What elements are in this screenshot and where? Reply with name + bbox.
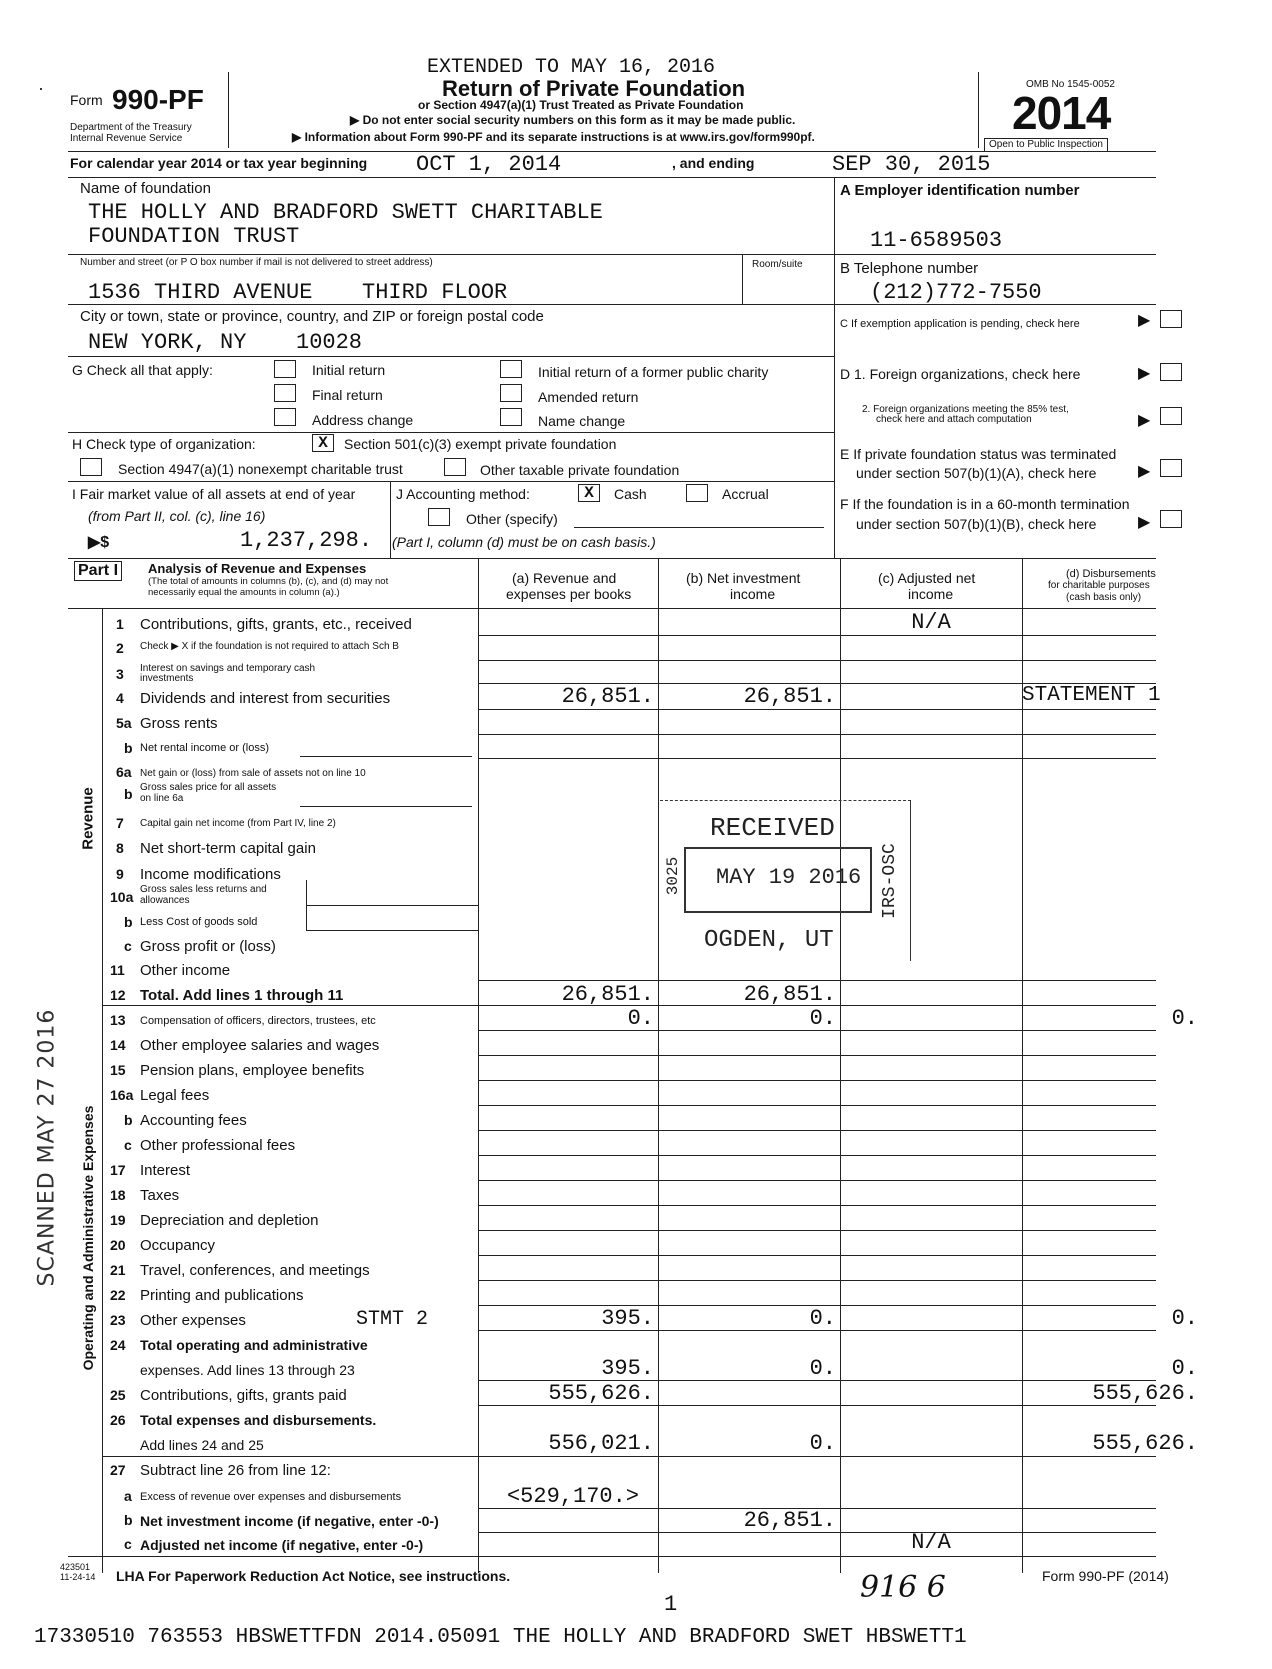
line-16c-no: c [124, 1137, 132, 1153]
line-9-label: Income modifications [140, 866, 281, 883]
form-title: Return of Private Foundation [442, 76, 746, 101]
other-taxable-label: Other taxable private foundation [480, 462, 680, 478]
line-19-no: 19 [110, 1212, 126, 1228]
line-27c-label: Adjusted net income (if negative, enter -0-) [140, 1537, 424, 1553]
line-16b-no: b [124, 1112, 133, 1128]
line-16a-label: Legal fees [140, 1087, 210, 1104]
city-label: City or town, state or province, country, and ZIP or foreign postal code [80, 308, 544, 325]
line-24-col-d: 0. [1171, 1356, 1198, 1381]
street-address: 1536 THIRD AVENUE [88, 280, 313, 305]
col-c-header-2: income [908, 586, 954, 602]
terminated-a-label-2: under section 507(b)(1)(A), check here [856, 465, 1097, 481]
form-footer: Form 990-PF (2014) [1042, 1568, 1169, 1584]
line-21-no: 21 [110, 1262, 126, 1278]
open-to-public: Open to Public Inspection [984, 138, 1108, 152]
line-27a-col-a: <529,170.> [506, 1484, 640, 1509]
line-25-no: 25 [110, 1387, 126, 1403]
checkbox-e[interactable] [1160, 459, 1182, 477]
line-15-label: Pension plans, employee benefits [140, 1062, 365, 1079]
checkbox-cash[interactable]: X [578, 484, 600, 502]
accrual-label: Accrual [722, 486, 769, 502]
line-5a-no: 5a [116, 715, 132, 731]
paperwork-notice: LHA For Paperwork Reduction Act Notice, see instructions. [116, 1568, 511, 1584]
line-21-label: Travel, conferences, and meetings [140, 1262, 370, 1279]
checkbox-amended-return[interactable] [500, 384, 522, 402]
received-text: RECEIVED [710, 813, 835, 843]
arrow-e-icon: ▶ [1138, 463, 1151, 480]
col-d-header: (d) Disbursements [1066, 568, 1156, 580]
sixty-month-label: F If the foundation is in a 60-month termination [840, 496, 1130, 512]
foundation-name-1: THE HOLLY AND BRADFORD SWETT CHARITABLE [88, 200, 603, 225]
scanned-stamp: SCANNED MAY 27 2016 [34, 1008, 60, 1287]
line-23-col-d: 0. [1171, 1306, 1198, 1331]
line-26-label-2: Add lines 24 and 25 [140, 1437, 264, 1453]
foreign-85-label-2: check here and attach computation [876, 414, 1032, 425]
foundation-name-2: FOUNDATION TRUST [88, 224, 300, 249]
line-4-col-d: STATEMENT 1 [1022, 684, 1161, 707]
col-b-header: (b) Net investment [686, 570, 801, 586]
checkbox-initial-former[interactable] [500, 360, 522, 378]
checkbox-d1[interactable] [1160, 363, 1182, 381]
line-20-no: 20 [110, 1237, 126, 1253]
line-1-no: 1 [116, 616, 124, 632]
checkbox-initial-return[interactable] [274, 360, 296, 378]
line-16a-no: 16a [110, 1087, 134, 1103]
line-15-no: 15 [110, 1062, 126, 1078]
bottom-id-line: 17330510 763553 HBSWETTFDN 2014.05091 THE HOLLY AND BRADFORD SWET HBSWETT1 [34, 1626, 967, 1649]
line-23-col-b: 0. [809, 1306, 836, 1331]
terminated-a-label: E If private foundation status was terminated [840, 446, 1117, 462]
revenue-side-label: Revenue [79, 787, 97, 850]
line-4-label: Dividends and interest from securities [140, 690, 391, 707]
i-dollar: ▶$ [88, 534, 110, 551]
line-26-col-a: 556,021. [548, 1431, 654, 1456]
line-17-label: Interest [140, 1162, 191, 1179]
line-18-label: Taxes [140, 1187, 180, 1204]
tax-year-end: SEP 30, 2015 [832, 152, 991, 177]
sixty-month-label-2: under section 507(b)(1)(B), check here [856, 516, 1097, 532]
line-11-no: 11 [110, 962, 125, 978]
col-d-header-2: for charitable purposes [1048, 580, 1150, 591]
line-27b-label: Net investment income (if negative, enter -0-) [140, 1513, 439, 1529]
part-1-title: Analysis of Revenue and Expenses [148, 561, 367, 576]
footer-code-2: 11-24-14 [60, 1572, 96, 1582]
line-19-label: Depreciation and depletion [140, 1212, 319, 1229]
line-13-no: 13 [110, 1012, 126, 1028]
line-10b-label: Less Cost of goods sold [140, 916, 258, 928]
arrow-c-icon: ▶ [1138, 312, 1151, 329]
line-10c-label: Gross profit or (loss) [140, 938, 276, 955]
checkbox-f[interactable] [1160, 510, 1182, 528]
part-1-desc-2: necessarily equal the amounts in column (a).) [148, 587, 340, 598]
page-number: 1 [664, 1592, 678, 1617]
line-4-col-a: 26,851. [561, 684, 654, 709]
form-subtitle-2: ▶ Do not enter social security numbers on this form as it may be made public. [350, 113, 796, 127]
and-ending-label: , and ending [672, 155, 755, 171]
dept-irs: Internal Revenue Service [70, 133, 183, 144]
line-6a-label: Net gain or (loss) from sale of assets not on line 10 [140, 768, 366, 779]
checkbox-4947[interactable] [80, 458, 102, 476]
line-16c-label: Other professional fees [140, 1137, 296, 1154]
line-23-stmt: STMT 2 [356, 1308, 429, 1331]
checkbox-c[interactable] [1160, 310, 1182, 328]
line-10b-no: b [124, 914, 133, 930]
checkbox-address-change[interactable] [274, 408, 296, 426]
col-a-header: (a) Revenue and [512, 570, 617, 586]
line-23-col-a: 395. [601, 1306, 654, 1331]
line-27b-col-b: 26,851. [743, 1508, 836, 1533]
line-10c-no: c [124, 938, 132, 954]
form-label: Form [70, 92, 103, 108]
final-return-label: Final return [312, 387, 383, 403]
line-25-label: Contributions, gifts, grants paid [140, 1387, 347, 1404]
line-25-col-d: 555,626. [1092, 1381, 1198, 1406]
line-27c-col-c: N/A [911, 1530, 951, 1555]
i-label-2: (from Part II, col. (c), line 16) [88, 508, 266, 524]
section-4947-label: Section 4947(a)(1) nonexempt charitable trust [118, 461, 403, 477]
line-7-no: 7 [116, 815, 124, 831]
cash-basis-note: (Part I, column (d) must be on cash basis.) [392, 534, 656, 550]
checkbox-name-change[interactable] [500, 408, 522, 426]
line-27b-no: b [124, 1512, 133, 1528]
line-27a-label: Excess of revenue over expenses and disbursements [140, 1491, 402, 1503]
checkbox-other-taxable[interactable] [444, 458, 466, 476]
section-501c3-label: Section 501(c)(3) exempt private foundation [344, 436, 617, 452]
city-state: NEW YORK, NY [88, 330, 247, 355]
checkbox-final-return[interactable] [274, 384, 296, 402]
h-label: H Check type of organization: [72, 436, 256, 452]
foreign-orgs-label: D 1. Foreign organizations, check here [840, 366, 1081, 382]
col-d-header-3: (cash basis only) [1066, 592, 1142, 603]
line-27a-no: a [124, 1488, 132, 1504]
line-27-label: Subtract line 26 from line 12: [140, 1462, 331, 1479]
line-26-col-b: 0. [809, 1431, 836, 1456]
ein-label: A Employer identification number [840, 182, 1080, 199]
line-8-no: 8 [116, 840, 124, 856]
line-14-no: 14 [110, 1037, 126, 1053]
expenses-side-label: Operating and Administrative Expenses [80, 1105, 96, 1371]
footer-code-1: 423501 [60, 1562, 91, 1572]
line-6a-no: 6a [116, 764, 132, 780]
line-3-no: 3 [116, 666, 124, 682]
line-23-no: 23 [110, 1312, 126, 1328]
foreign-85-label: 2. Foreign organizations meeting the 85% test, [862, 404, 1069, 415]
line-12-col-a: 26,851. [561, 982, 654, 1007]
part-1-tag: Part I [74, 561, 122, 581]
line-22-no: 22 [110, 1287, 126, 1303]
line-26-label: Total expenses and disbursements. [140, 1412, 377, 1428]
line-24-label-2: expenses. Add lines 13 through 23 [140, 1362, 355, 1378]
line-13-col-b: 0. [809, 1006, 836, 1031]
line-24-col-a: 395. [601, 1356, 654, 1381]
line-18-no: 18 [110, 1187, 126, 1203]
stamp-date: MAY 19 2016 [716, 865, 862, 890]
line-26-col-d: 555,626. [1092, 1431, 1198, 1456]
initial-former-label: Initial return of a former public charity [538, 364, 769, 380]
col-c-header: (c) Adjusted net [878, 570, 976, 586]
line-24-no: 24 [110, 1337, 126, 1353]
line-14-label: Other employee salaries and wages [140, 1037, 380, 1054]
checkbox-501c3[interactable]: X [312, 434, 334, 452]
line-1-col-c: N/A [911, 610, 951, 635]
line-8-label: Net short-term capital gain [140, 840, 316, 857]
arrow-d2-icon: ▶ [1138, 412, 1151, 429]
name-label: Name of foundation [80, 180, 211, 197]
initial-return-label: Initial return [312, 362, 386, 378]
street-address-2: THIRD FLOOR [362, 280, 508, 305]
line-17-no: 17 [110, 1162, 126, 1178]
line-25-col-a: 555,626. [548, 1381, 654, 1406]
ein-value: 11-6589503 [870, 228, 1003, 253]
arrow-d1-icon: ▶ [1138, 365, 1151, 382]
g-label: G Check all that apply: [72, 362, 213, 378]
line-12-no: 12 [110, 987, 126, 1003]
part-1-desc-1: (The total of amounts in columns (b), (c), and (d) may not [148, 576, 389, 587]
line-13-col-d: 0. [1171, 1006, 1198, 1031]
line-2-no: 2 [116, 640, 124, 656]
form-subtitle-1: or Section 4947(a)(1) Trust Treated as Private Foundation [418, 98, 744, 112]
checkbox-accrual[interactable] [686, 484, 708, 502]
line-24-label: Total operating and administrative [140, 1337, 368, 1353]
line-13-col-a: 0. [627, 1006, 654, 1031]
phone-value: (212)772-7550 [870, 280, 1042, 305]
line-5b-no: b [124, 740, 133, 756]
stamp-ogden: OGDEN, UT [704, 927, 834, 954]
fair-market-value: 1,237,298. [240, 528, 373, 553]
line-16b-label: Accounting fees [140, 1112, 247, 1129]
line-10a-no: 10a [110, 889, 134, 905]
line-27-no: 27 [110, 1462, 126, 1478]
tax-year-begin: OCT 1, 2014 [416, 152, 562, 177]
other-method-label: Other (specify) [466, 511, 558, 527]
j-label: J Accounting method: [396, 486, 530, 502]
tax-year: 2014 [1012, 87, 1111, 139]
form-subtitle-3: ▶ Information about Form 990-PF and its separate instructions is at www.irs.gov/form990pf. [292, 130, 815, 144]
calendar-year-label: For calendar year 2014 or tax year beginning [70, 155, 368, 171]
col-a-header-2: expenses per books [506, 586, 632, 602]
line-6b-label: Gross sales price for all assets on line 6a [140, 782, 277, 804]
line-10a-label: Gross sales less returns and allowances [140, 884, 267, 906]
line-20-label: Occupancy [140, 1237, 216, 1254]
line-4-col-b: 26,851. [743, 684, 836, 709]
line-13-label: Compensation of officers, directors, trustees, etc [140, 1015, 376, 1027]
address-change-label: Address change [312, 412, 414, 428]
dept-treasury: Department of the Treasury [70, 122, 192, 133]
line-9-no: 9 [116, 866, 124, 882]
dot-mark: · [38, 78, 44, 98]
arrow-f-icon: ▶ [1138, 514, 1151, 531]
checkbox-other-method[interactable] [428, 508, 450, 526]
line-24-col-b: 0. [809, 1356, 836, 1381]
stamp-code: 3025 [664, 856, 683, 896]
received-stamp [660, 800, 911, 961]
exemption-pending-label: C If exemption application is pending, check here [840, 318, 1080, 330]
line-7-label: Capital gain net income (from Part IV, line 2) [140, 818, 336, 829]
form-name: 990-PF [112, 84, 204, 115]
street-label: Number and street (or P O box number if mail is not delivered to street address) [80, 257, 433, 268]
line-1-label: Contributions, gifts, grants, etc., received [140, 616, 412, 633]
line-27c-no: c [124, 1536, 132, 1552]
name-change-label: Name change [538, 413, 626, 429]
line-5b-label: Net rental income or (loss) [140, 742, 269, 754]
i-label: I Fair market value of all assets at end of year [72, 486, 356, 502]
line-12-label: Total. Add lines 1 through 11 [140, 987, 344, 1004]
phone-label: B Telephone number [840, 260, 979, 277]
stamp-date-box [684, 847, 872, 913]
checkbox-d2[interactable] [1160, 407, 1182, 425]
col-b-header-2: income [730, 586, 776, 602]
handwritten-note: 916 6 [860, 1570, 946, 1605]
line-2-label: Check ▶ X if the foundation is not required to attach Sch B [140, 641, 399, 652]
room-label: Room/suite [752, 259, 803, 270]
line-4-no: 4 [116, 690, 124, 706]
line-6b-no: b [124, 786, 133, 802]
line-5a-label: Gross rents [140, 715, 218, 732]
line-22-label: Printing and publications [140, 1287, 304, 1304]
line-23-label: Other expenses [140, 1312, 246, 1329]
stamp-irs-osc: IRS-OSC [879, 843, 900, 919]
line-3-label: Interest on savings and temporary cash investments [140, 663, 316, 684]
line-12-col-b: 26,851. [743, 982, 836, 1007]
amended-return-label: Amended return [538, 389, 639, 405]
omb-number: OMB No 1545-0052 [1026, 79, 1115, 90]
extended-notice: EXTENDED TO MAY 16, 2016 [427, 56, 716, 79]
cash-label: Cash [614, 486, 647, 502]
line-11-label: Other income [140, 962, 231, 979]
zip-code: 10028 [296, 330, 363, 355]
line-26-no: 26 [110, 1412, 126, 1428]
